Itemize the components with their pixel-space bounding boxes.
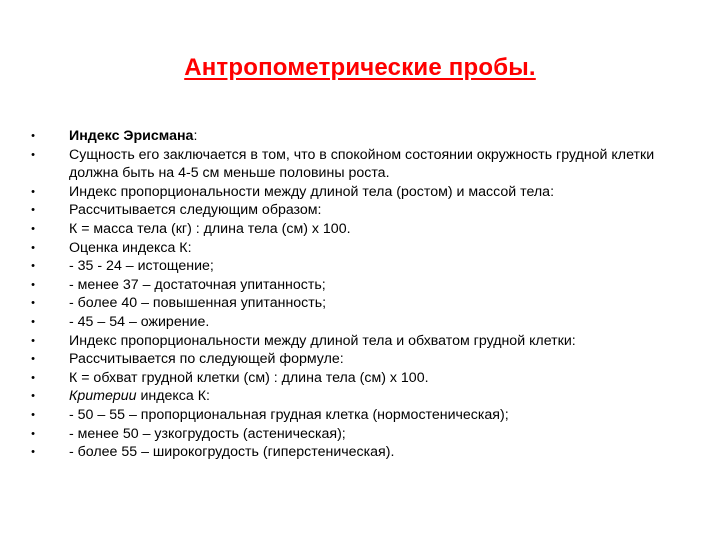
list-item-text: Индекс пропорциональности между длиной тела и обхватом грудной клетки:: [69, 332, 576, 349]
bullet-icon: •: [31, 130, 35, 142]
bullet-icon: •: [31, 334, 35, 347]
list-item-text: - 35 - 24 – истощение;: [69, 258, 214, 275]
list-item: [28, 146, 688, 183]
bullet-icon: •: [31, 297, 35, 310]
list-item-text: - более 55 – широкогрудость (гиперстеническая).: [69, 444, 395, 461]
list-item: [28, 257, 688, 276]
list-item-text: К = масса тела (кг) : длина тела (см) х 100.: [69, 220, 351, 237]
list-item: [28, 313, 688, 332]
list-item-text: :: [193, 128, 198, 144]
list-item: [28, 443, 688, 462]
list-item: [28, 276, 688, 295]
bullet-list: [28, 127, 688, 462]
slide-title: Антропометрические пробы.: [184, 54, 536, 81]
bullet-icon: •: [31, 241, 35, 254]
list-item-text: - менее 37 – достаточная упитанность;: [69, 276, 326, 293]
list-item-text: Оценка индекса К:: [69, 239, 192, 256]
list-item: [28, 350, 688, 369]
list-item-text: Индекс пропорциональности между длиной тела (ростом) и массой тела:: [69, 183, 555, 200]
bullet-icon: •: [31, 204, 35, 217]
bullet-icon: •: [31, 148, 35, 161]
list-item-lead: Индекс Эрисмана: [69, 128, 194, 144]
list-item: [28, 239, 688, 258]
bullet-icon: •: [31, 185, 35, 198]
list-item: [28, 183, 688, 202]
bullet-icon: •: [31, 408, 35, 421]
bullet-icon: •: [31, 390, 35, 403]
list-item-text: Сущность его заключается в том, что в спокойном состоянии окружность грудной клетки должна быть на 4-5 см меньше половины роста.: [69, 146, 655, 182]
list-item: [28, 294, 688, 313]
list-item: [28, 425, 688, 444]
bullet-icon: •: [31, 260, 35, 273]
bullet-icon: •: [31, 427, 35, 440]
list-item: [28, 387, 688, 406]
list-item: [28, 127, 688, 146]
bullet-icon: •: [31, 315, 35, 328]
list-item-text: К = обхват грудной клетки (см) : длина тела (см) х 100.: [69, 369, 429, 386]
list-item: [28, 201, 688, 220]
list-item: [28, 332, 688, 351]
list-item-text: - более 40 – повышенная упитанность;: [69, 295, 327, 312]
list-item-text: - 50 – 55 – пропорциональная грудная клетка (нормостеническая);: [69, 406, 509, 423]
list-item: [28, 406, 688, 425]
bullet-icon: •: [31, 278, 35, 291]
bullet-icon: •: [31, 353, 35, 366]
list-item-text: Рассчитывается по следующей формуле:: [69, 351, 344, 368]
list-item-text: - менее 50 – узкогрудость (астеническая);: [69, 425, 346, 442]
bullet-icon: •: [31, 446, 35, 459]
list-item-text: индекса К:: [136, 388, 210, 405]
bullet-icon: •: [31, 371, 35, 384]
list-item: [28, 220, 688, 239]
list-item-lead: Критерии: [69, 388, 137, 405]
list-item-text: - 45 – 54 – ожирение.: [69, 313, 210, 330]
list-item: [28, 369, 688, 388]
bullet-icon: •: [31, 222, 35, 235]
list-item-text: Рассчитывается следующим образом:: [69, 202, 322, 219]
